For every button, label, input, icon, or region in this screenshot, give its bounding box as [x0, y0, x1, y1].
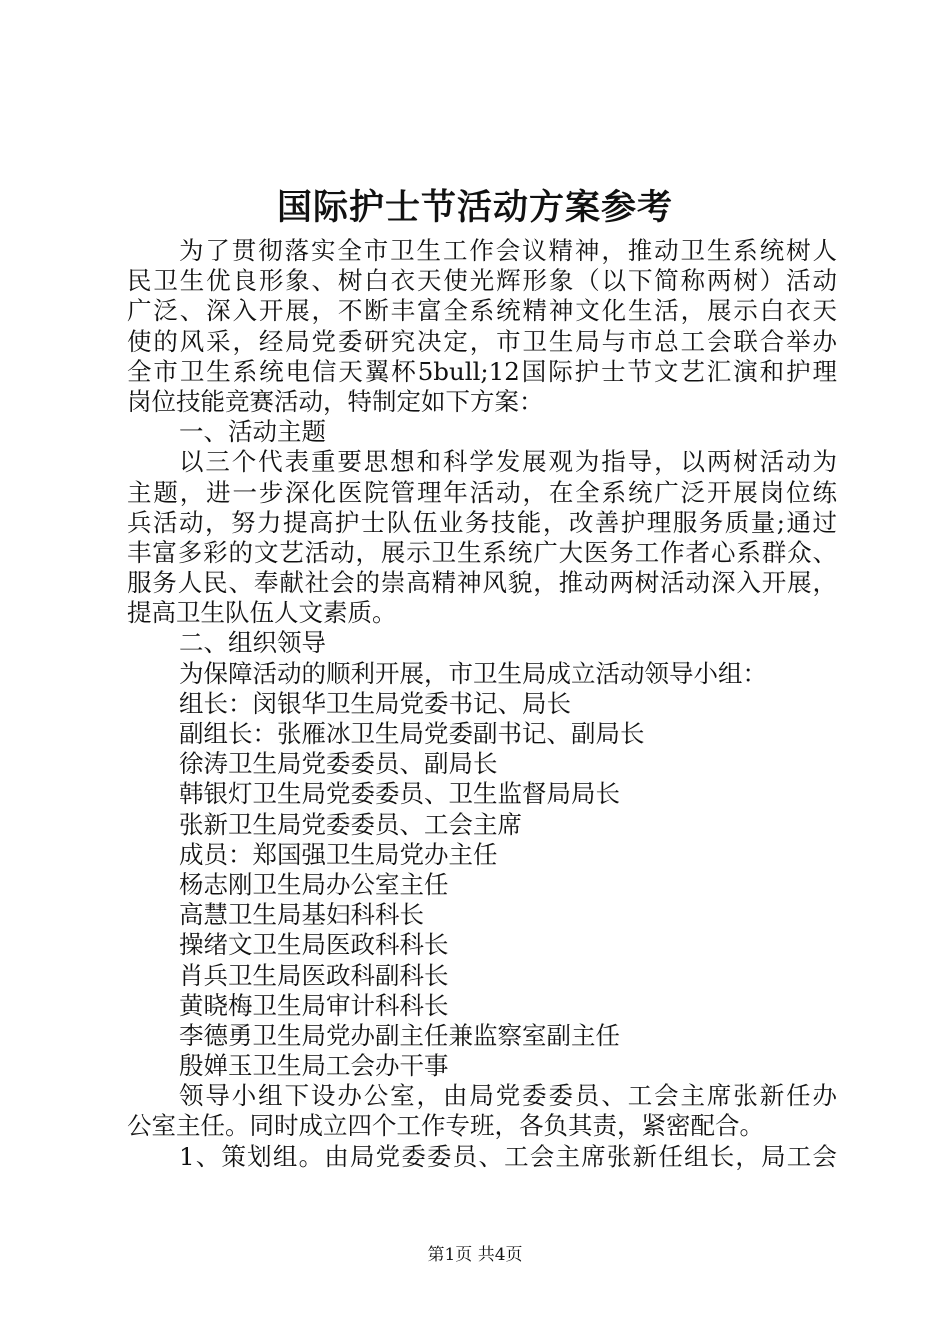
- list-item: 张新卫生局党委委员、工会主席: [179, 809, 522, 839]
- paragraph-line: 主题，进一步深化医院管理年活动，在全系统广泛开展岗位练: [127, 477, 837, 507]
- paragraph-line: 为了贯彻落实全市卫生工作会议精神，推动卫生系统树人: [179, 236, 837, 265]
- paragraph-line: 领导小组下设办公室，由局党委委员、工会主席张新任办: [179, 1081, 837, 1111]
- paragraph-line: 提高卫生队伍人文素质。: [127, 598, 397, 628]
- list-item: 成员：郑国强卫生局党办主任: [179, 839, 498, 869]
- page-title: 国际护士节活动方案参考: [276, 187, 673, 228]
- paragraph-line: 兵活动，努力提高护士队伍业务技能，改善护理服务质量;通过: [127, 507, 837, 537]
- paragraph-line: 以三个代表重要思想和科学发展观为指导，以两树活动为: [179, 447, 837, 477]
- document-body: [127, 236, 837, 1172]
- list-item: 徐涛卫生局党委委员、副局长: [179, 749, 498, 779]
- list-item: 李德勇卫生局党办副主任兼监察室副主任: [179, 1020, 620, 1050]
- paragraph-line: 民卫生优良形象、树白衣天使光辉形象（以下简称两树）活动: [127, 266, 837, 296]
- paragraph-line: 公室主任。同时成立四个工作专班，各负其责，紧密配合。: [127, 1111, 764, 1141]
- section-heading: 一、活动主题: [179, 417, 326, 447]
- list-item: 殷婵玉卫生局工会办干事: [179, 1051, 449, 1081]
- paragraph-line: 为保障活动的顺利开展，市卫生局成立活动领导小组：: [179, 658, 767, 688]
- paragraph-line: 使的风采，经局党委研究决定，市卫生局与市总工会联合举办: [127, 326, 837, 356]
- paragraph-line: 岗位技能竞赛活动，特制定如下方案：: [127, 386, 544, 416]
- paragraph-line: 广泛、深入开展，不断丰富全系统精神文化生活，展示白衣天: [127, 296, 837, 326]
- paragraph-line: 全市卫生系统电信天翼杯5bull;12国际护士节文艺汇演和护理: [127, 356, 837, 386]
- list-item: 副组长：张雁冰卫生局党委副书记、副局长: [179, 719, 645, 748]
- list-item: 组长：闵银华卫生局党委书记、局长: [179, 688, 571, 718]
- paragraph-line: 1、策划组。由局党委委员、工会主席张新任组长，局工会: [179, 1141, 837, 1171]
- list-item: 操绪文卫生局医政科科长: [179, 930, 449, 960]
- page-footer: 第1页 共4页: [427, 1245, 523, 1265]
- list-item: 韩银灯卫生局党委委员、卫生监督局局长: [179, 779, 620, 809]
- paragraph-line: 服务人民、奉献社会的崇高精神风貌，推动两树活动深入开展，: [127, 568, 837, 598]
- section-heading: 二、组织领导: [179, 628, 326, 658]
- list-item: 肖兵卫生局医政科副科长: [179, 960, 449, 990]
- paragraph-line: 丰富多彩的文艺活动，展示卫生系统广大医务工作者心系群众、: [127, 537, 837, 567]
- list-item: 杨志刚卫生局办公室主任: [179, 869, 449, 899]
- list-item: 高慧卫生局基妇科科长: [179, 900, 424, 930]
- list-item: 黄晓梅卫生局审计科科长: [179, 990, 449, 1020]
